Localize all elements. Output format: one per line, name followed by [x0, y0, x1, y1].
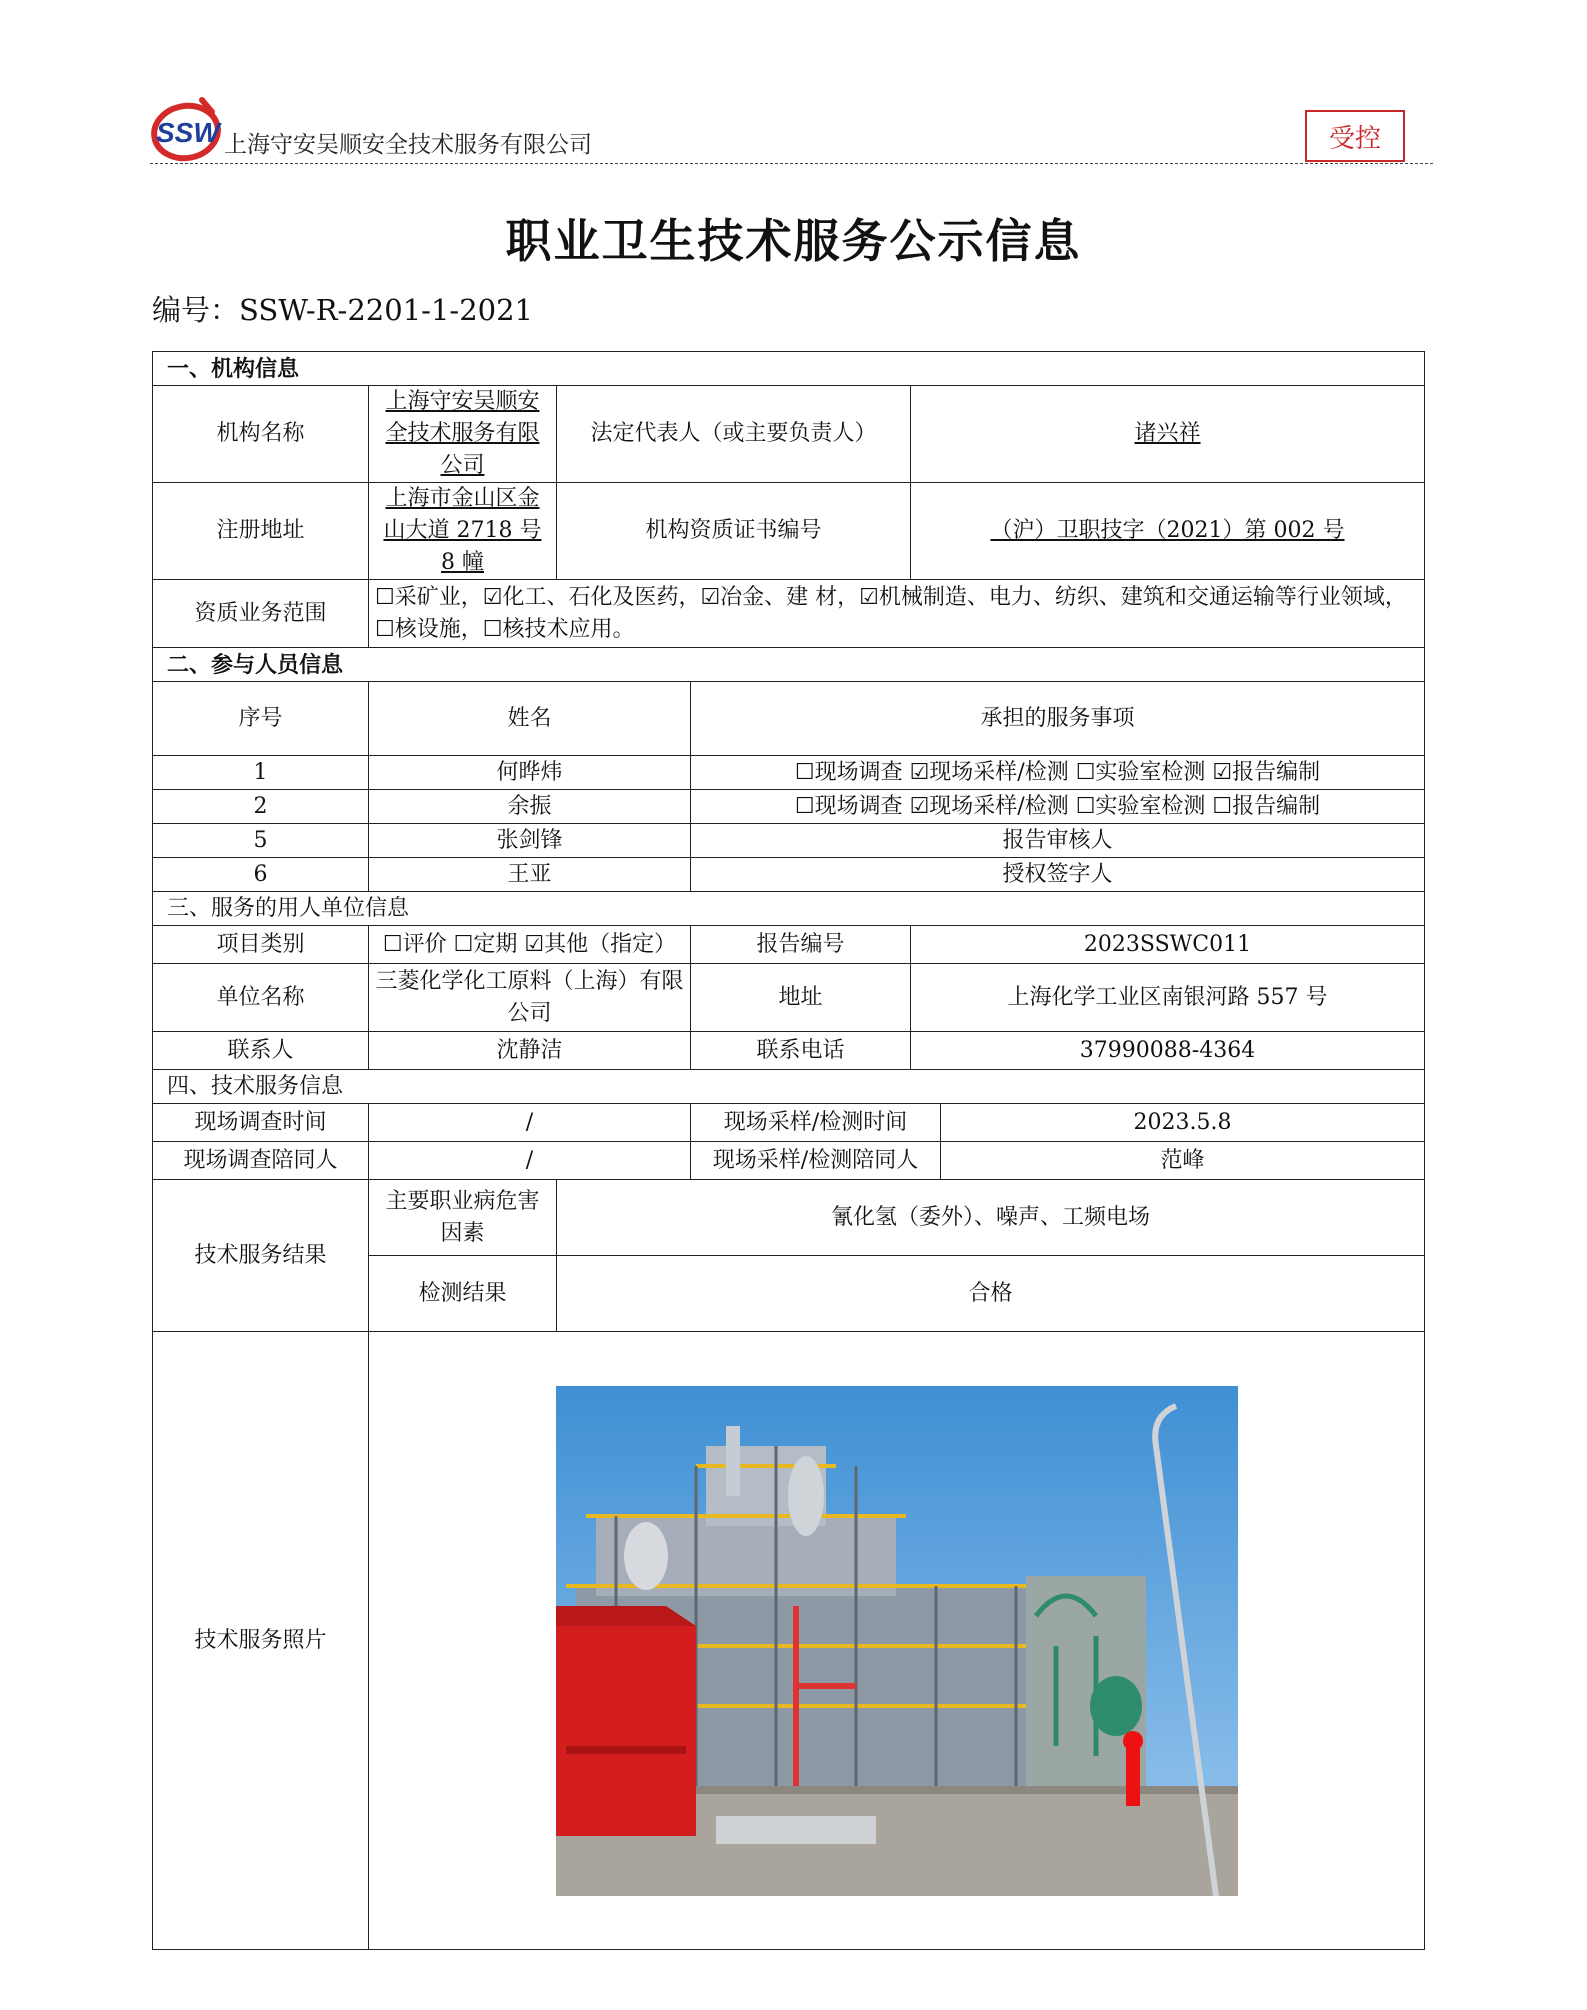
person-no: 6	[153, 858, 369, 892]
page-title: 职业卫生技术服务公示信息	[505, 214, 1082, 268]
person-duty: ☐现场调查 ☑现场采样/检测 ☐实验室检测 ☑报告编制	[691, 756, 1425, 790]
section-heading-org: 一、机构信息	[153, 352, 1425, 386]
person-duty: ☐现场调查 ☑现场采样/检测 ☐实验室检测 ☐报告编制	[691, 790, 1425, 824]
controlled-stamp: 受控	[1305, 110, 1405, 162]
unit-address-value: 上海化学工业区南银河路 557 号	[911, 964, 1425, 1032]
scope-label: 资质业务范围	[153, 580, 369, 648]
section-heading-service: 四、技术服务信息	[153, 1070, 1425, 1104]
contact-label: 联系人	[153, 1032, 369, 1070]
scope-value: ☐采矿业，☑化工、石化及医药，☑冶金、建 材，☑机械制造、电力、纺织、建筑和交通运输等行业领域，☐核设施，☐核技术应用。	[369, 580, 1425, 648]
survey-escort-label: 现场调查陪同人	[153, 1142, 369, 1180]
unit-name-label: 单位名称	[153, 964, 369, 1032]
col-header-duty: 承担的服务事项	[691, 682, 1425, 756]
sampling-time-value: 2023.5.8	[941, 1104, 1425, 1142]
unit-name-value: 三菱化学化工原料（上海）有限公司	[369, 964, 691, 1032]
photo-label: 技术服务照片	[153, 1332, 369, 1950]
result-label: 技术服务结果	[153, 1180, 369, 1332]
address-label: 注册地址	[153, 483, 369, 580]
test-result-label: 检测结果	[369, 1256, 557, 1332]
plant-photo-illustration	[556, 1386, 1238, 1896]
person-duty: 授权签字人	[691, 858, 1425, 892]
report-no-label: 报告编号	[691, 926, 911, 964]
person-name: 王亚	[369, 858, 691, 892]
col-header-name: 姓名	[369, 682, 691, 756]
logo-text: SSW	[156, 117, 220, 148]
org-name-value: 上海守安吴顺安全技术服务有限公司	[369, 386, 557, 483]
person-no: 5	[153, 824, 369, 858]
sampling-escort-value: 范峰	[941, 1142, 1425, 1180]
col-header-no: 序号	[153, 682, 369, 756]
table-row	[153, 824, 1425, 858]
table-row	[153, 756, 1425, 790]
table-row	[153, 858, 1425, 892]
section-heading-personnel: 二、参与人员信息	[153, 648, 1425, 682]
sampling-escort-label: 现场采样/检测陪同人	[691, 1142, 941, 1180]
legal-rep-value: 诸兴祥	[911, 386, 1425, 483]
project-type-value: ☐评价 ☐定期 ☑其他（指定）	[369, 926, 691, 964]
person-duty: 报告审核人	[691, 824, 1425, 858]
survey-time-value: /	[369, 1104, 691, 1142]
person-no: 2	[153, 790, 369, 824]
person-name: 余振	[369, 790, 691, 824]
report-no-value: 2023SSWC011	[911, 926, 1425, 964]
phone-value: 37990088-4364	[911, 1032, 1425, 1070]
document-number: 编号：SSW-R-2201-1-2021	[152, 293, 534, 327]
org-name-label: 机构名称	[153, 386, 369, 483]
person-name: 何晔炜	[369, 756, 691, 790]
hazard-label: 主要职业病危害因素	[369, 1180, 557, 1256]
contact-value: 沈静洁	[369, 1032, 691, 1070]
header-divider	[150, 163, 1433, 164]
cert-value: （沪）卫职技字（2021）第 002 号	[911, 483, 1425, 580]
photo-cell	[369, 1332, 1425, 1950]
person-name: 张剑锋	[369, 824, 691, 858]
survey-time-label: 现场调查时间	[153, 1104, 369, 1142]
address-value: 上海市金山区金山大道 2718 号 8 幢	[369, 483, 557, 580]
site-photo	[556, 1386, 1238, 1896]
company-header: 上海守安吴顺安全技术服务有限公司	[224, 132, 592, 158]
survey-escort-value: /	[369, 1142, 691, 1180]
project-type-label: 项目类别	[153, 926, 369, 964]
cert-label: 机构资质证书编号	[557, 483, 911, 580]
table-row	[153, 790, 1425, 824]
test-result-value: 合格	[557, 1256, 1425, 1332]
legal-rep-label: 法定代表人（或主要负责人）	[557, 386, 911, 483]
company-logo	[150, 96, 224, 162]
person-no: 1	[153, 756, 369, 790]
info-table	[152, 351, 1425, 1950]
phone-label: 联系电话	[691, 1032, 911, 1070]
section-heading-employer: 三、服务的用人单位信息	[153, 892, 1425, 926]
hazard-value: 氰化氢（委外）、噪声、工频电场	[557, 1180, 1425, 1256]
sampling-time-label: 现场采样/检测时间	[691, 1104, 941, 1142]
unit-address-label: 地址	[691, 964, 911, 1032]
